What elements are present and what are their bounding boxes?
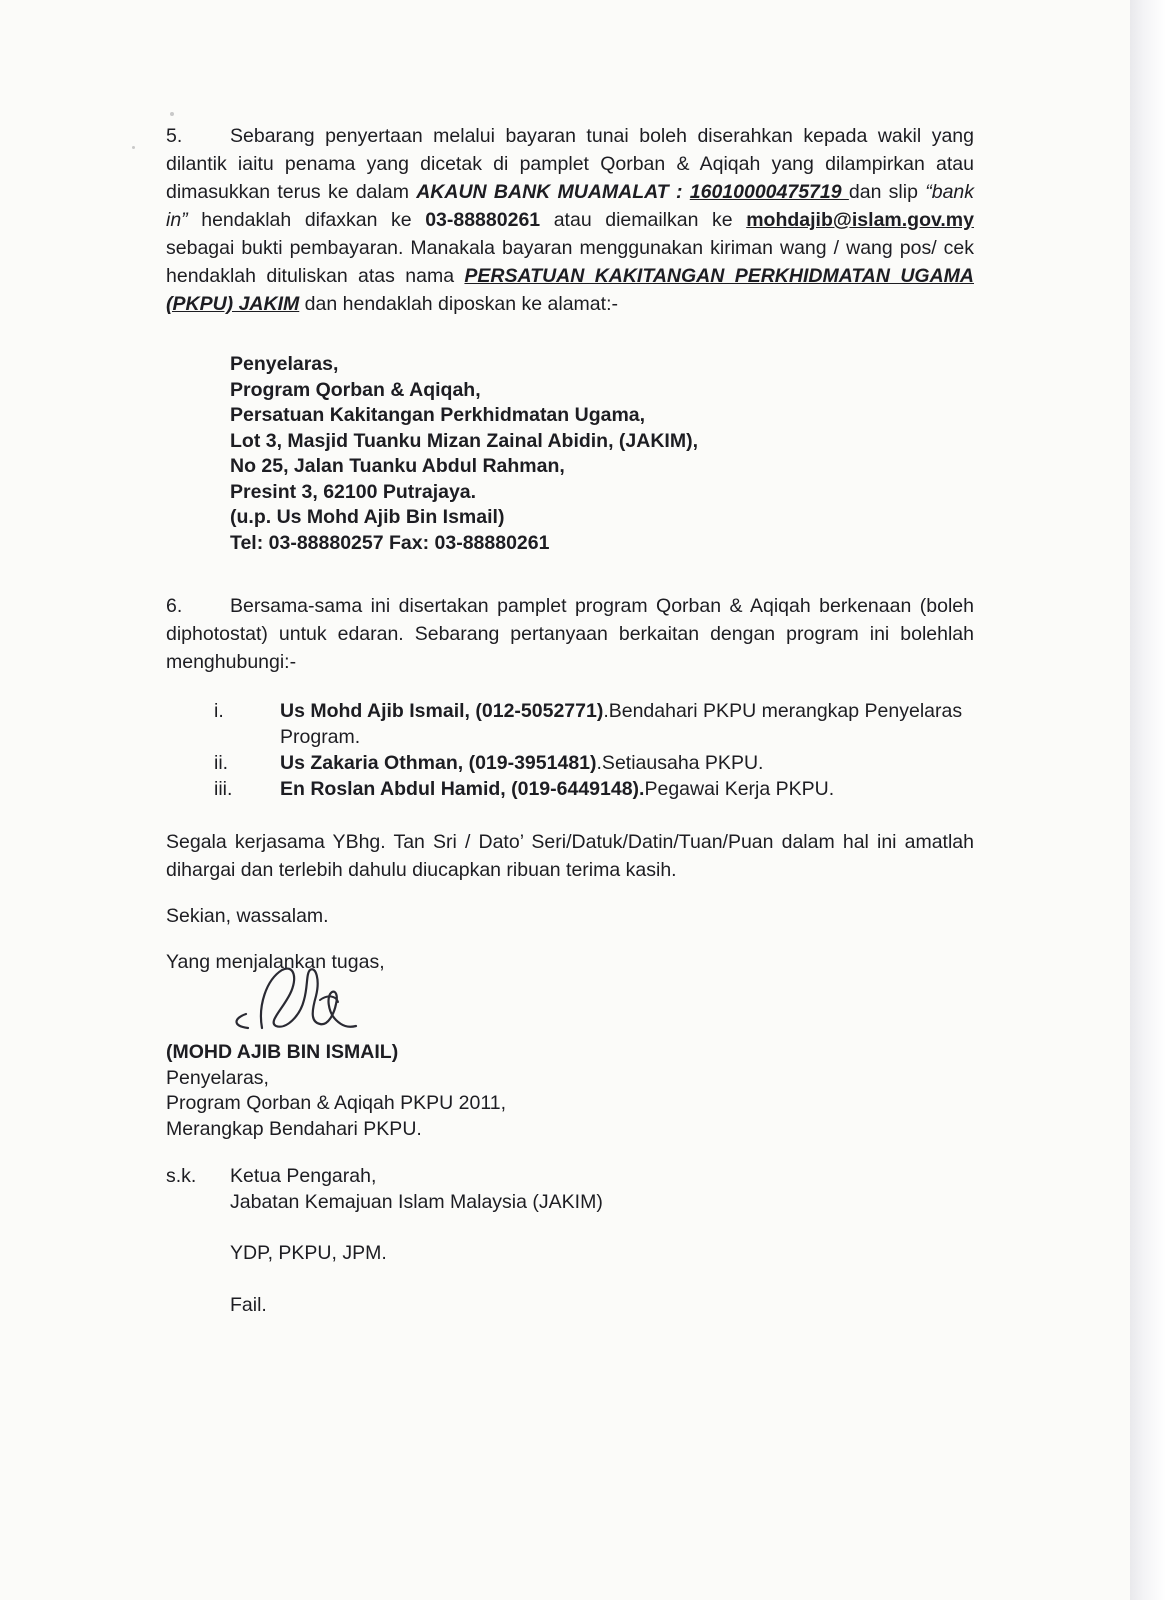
contact-role: .Setiausaha PKPU. <box>596 752 764 774</box>
address-line: Persatuan Kakitangan Perkhidmatan Ugama, <box>230 404 646 426</box>
paragraph-text: Bersama-sama ini disertakan pamplet program Qorban & Aqiqah berkenaan (boleh diphotostat) untuk edaran. Sebarang pertanyaan berkaitan dengan program ini bolehlah menghubungi:- <box>166 595 974 673</box>
address-line: Program Qorban & Aqiqah, <box>230 378 481 401</box>
signatory-title: Merangkap Bendahari PKPU. <box>166 1117 422 1140</box>
list-marker: iii. <box>214 778 233 800</box>
payee-name: PERSATUAN KAKITANGAN PERKHIDMATAN UGAMA (PKPU) JAKIM <box>166 265 974 315</box>
fax-number: 03-88880261 <box>425 209 541 231</box>
address-line: No 25, Jalan Tuanku Abdul Rahman, <box>230 455 565 477</box>
sign-off-text: Yang menjalankan tugas, <box>166 951 385 973</box>
copy-recipient: Ketua Pengarah, <box>230 1165 377 1187</box>
address-line: (u.p. Us Mohd Ajib Bin Ismail) <box>230 506 505 528</box>
signatory-title: Program Qorban & Aqiqah PKPU 2011, <box>166 1092 507 1114</box>
mailing-address <box>230 352 974 556</box>
address-line: Tel: 03-88880257 Fax: 03-88880261 <box>230 531 550 554</box>
list-marker: i. <box>214 700 224 722</box>
paragraph-text: Sebarang penyertaan melalui bayaran tunai boleh diserahkan kepada wakil yang dilantik iaitu penama yang dicetak di pamplet Qorban & Aqiqah yang dilampirkan atau dimasukkan terus ke dalam <box>166 125 974 203</box>
contact-role: .Bendahari PKPU merangkap Penyelaras Program. <box>280 700 963 748</box>
sign-off <box>166 948 974 976</box>
paragraph-text: atau diemailkan ke <box>540 209 747 231</box>
list-item <box>214 776 974 802</box>
address-line: Presint 3, 62100 Putrajaya. <box>230 480 477 503</box>
page-edge-shadow <box>1130 0 1166 1600</box>
signatory-name: (MOHD AJIB BIN ISMAIL) <box>166 1041 399 1063</box>
handwritten-signature <box>224 956 364 1036</box>
copy-recipient: YDP, PKPU, JPM. <box>230 1242 387 1264</box>
scan-speck <box>170 112 174 116</box>
copy-to-label: s.k. <box>166 1165 197 1187</box>
paragraph-5 <box>166 122 974 318</box>
signatory-block <box>166 1040 974 1142</box>
paragraph-text: sebagai bukti pembayaran. Manakala bayaran menggunakan kiriman wang / wang pos/ cek hendaklah dituliskan atas nama <box>166 237 974 287</box>
account-number: 16010000475719 <box>689 181 849 203</box>
paragraph-number: 5. <box>166 125 183 147</box>
paragraph-text: hendaklah difaxkan ke <box>187 209 426 231</box>
list-item <box>214 750 974 776</box>
list-item <box>214 698 974 750</box>
contact-name: Us Zakaria Othman <box>280 752 458 774</box>
scan-speck <box>132 146 135 149</box>
letter-body <box>166 122 974 1318</box>
paragraph-text: dan hendaklah diposkan ke alamat:- <box>299 293 618 315</box>
email-link[interactable]: mohdajib@islam.gov.my <box>746 209 974 231</box>
list-marker: ii. <box>214 752 229 774</box>
valediction: Sekian, wassalam. <box>166 905 329 927</box>
paragraph-6 <box>166 592 974 676</box>
signatory-title: Penyelaras, <box>166 1066 269 1089</box>
address-line: Lot 3, Masjid Tuanku Mizan Zainal Abidin, (JAKIM), <box>230 429 699 452</box>
bank-in-text: “bank in” <box>166 181 975 231</box>
paragraph-text: dan slip <box>848 181 926 203</box>
address-line: Penyelaras, <box>230 353 339 375</box>
contact-name: Us Mohd Ajib Ismail, (012-5052771) <box>280 700 604 722</box>
contact-role: Pegawai Kerja PKPU. <box>644 778 835 800</box>
closing-paragraph: Segala kerjasama YBhg. Tan Sri / Dato’ Seri/Datuk/Datin/Tuan/Puan dalam hal ini amatlah dihargai dan terlebih dahulu diucapkan ribuan terima kasih. <box>166 831 974 881</box>
copy-to-block <box>166 1164 974 1318</box>
paragraph-number: 6. <box>166 595 183 617</box>
contact-list <box>214 698 974 802</box>
bank-name: AKAUN BANK MUAMALAT : <box>416 181 683 203</box>
contact-phone-separator: , (019-3951481) <box>457 752 597 774</box>
contact-name: En Roslan Abdul Hamid, (019-6449148). <box>280 778 645 800</box>
copy-recipient: Jabatan Kemajuan Islam Malaysia (JAKIM) <box>230 1190 603 1213</box>
copy-recipient: Fail. <box>230 1293 267 1316</box>
